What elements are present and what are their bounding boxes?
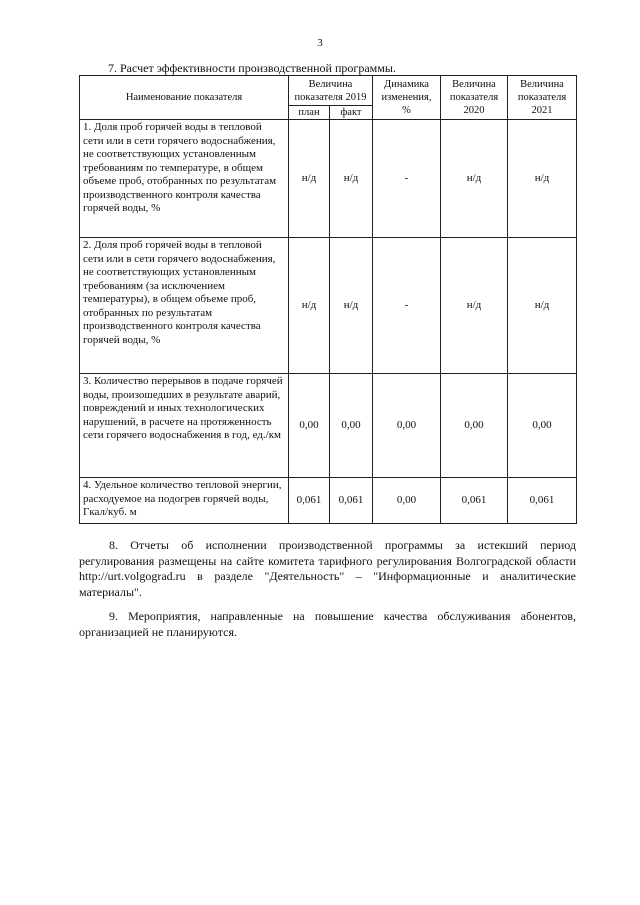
table-row bbox=[80, 120, 577, 238]
efficiency-table bbox=[79, 75, 577, 524]
table-row bbox=[80, 238, 577, 374]
cell-dynamics: 0,00 bbox=[373, 478, 441, 524]
paragraph-9: 9. Мероприятия, направленные на повышение качества обслуживания абонентов, организацией не планируются. bbox=[79, 609, 576, 639]
header-plan: план bbox=[289, 106, 330, 120]
paragraph-8: 8. Отчеты об исполнении производственной программы за истекший период регулирования размещены на сайте комитета тарифного регулирования Волгоградской области http://urt.volgograd.ru в разделе "Деятельность" – "Информационные и аналитические материалы". bbox=[79, 538, 576, 599]
header-value-2021: Величина показателя 2021 bbox=[508, 76, 577, 120]
cell-fact: н/д bbox=[330, 238, 373, 374]
cell-2020: 0,061 bbox=[441, 478, 508, 524]
section-title: 7. Расчет эффективности производственной программы. bbox=[108, 61, 396, 75]
cell-fact: н/д bbox=[330, 120, 373, 238]
row-name: 4. Удельное количество тепловой энергии, расходуемое на подогрев горячей воды, Гкал/куб. м bbox=[80, 478, 289, 524]
cell-2021: н/д bbox=[508, 120, 577, 238]
page-number: 3 bbox=[317, 37, 323, 49]
cell-plan: н/д bbox=[289, 120, 330, 238]
cell-2020: 0,00 bbox=[441, 374, 508, 478]
header-value-2020: Величина показателя 2020 bbox=[441, 76, 508, 120]
cell-plan: 0,061 bbox=[289, 478, 330, 524]
header-fact: факт bbox=[330, 106, 373, 120]
table-row bbox=[80, 374, 577, 478]
header-name: Наименование показателя bbox=[80, 76, 289, 120]
cell-plan: 0,00 bbox=[289, 374, 330, 478]
cell-fact: 0,061 bbox=[330, 478, 373, 524]
cell-2021: 0,00 bbox=[508, 374, 577, 478]
row-name: 2. Доля проб горячей воды в тепловой сети или в сети горячего водоснабжения, не соответствующих установленным требованиям (за исключением температуры), в общем объеме проб, отобранных по результатам производственного контроля качества горячей воды, % bbox=[80, 238, 289, 374]
cell-2021: н/д bbox=[508, 238, 577, 374]
cell-2020: н/д bbox=[441, 120, 508, 238]
header-value-2019: Величина показателя 2019 bbox=[289, 76, 373, 106]
cell-2021: 0,061 bbox=[508, 478, 577, 524]
row-name: 3. Количество перерывов в подаче горячей воды, произошедших в результате аварий, повреждений и иных технологических нарушений, в расчете на протяженность сети горячего водоснабжения в год, ед./км bbox=[80, 374, 289, 478]
cell-2020: н/д bbox=[441, 238, 508, 374]
cell-plan: н/д bbox=[289, 238, 330, 374]
header-dynamics: Динамика изменения, % bbox=[373, 76, 441, 120]
cell-dynamics: 0,00 bbox=[373, 374, 441, 478]
cell-fact: 0,00 bbox=[330, 374, 373, 478]
table-row bbox=[80, 478, 577, 524]
cell-dynamics: - bbox=[373, 238, 441, 374]
row-name: 1. Доля проб горячей воды в тепловой сети или в сети горячего водоснабжения, не соответствующих установленным требованиям по температуре, в общем объеме проб, отобранных по результатам производственного контроля качества горячей воды, % bbox=[80, 120, 289, 238]
cell-dynamics: - bbox=[373, 120, 441, 238]
